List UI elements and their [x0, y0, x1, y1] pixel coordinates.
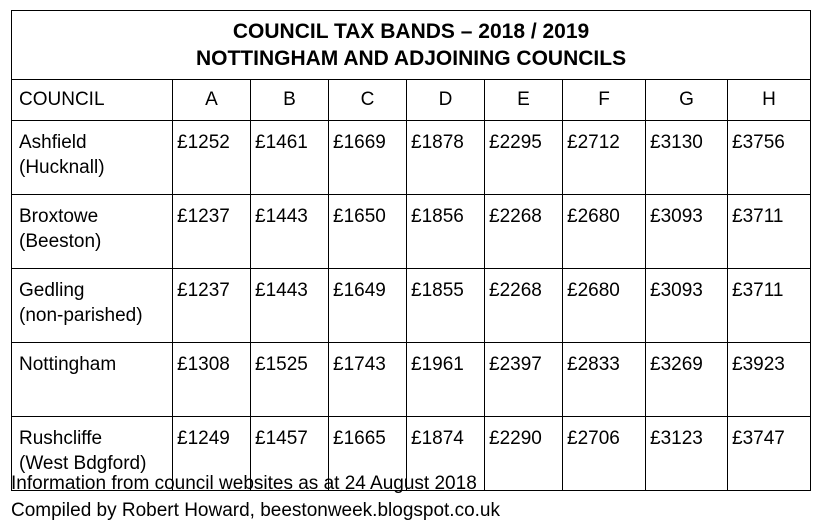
council-name — [12, 269, 173, 343]
band-value: £3756 — [728, 121, 811, 195]
band-value: £3923 — [728, 343, 811, 417]
band-value: £3093 — [646, 195, 728, 269]
band-value: £1669 — [329, 121, 407, 195]
band-value: £1665 — [329, 417, 407, 491]
council-name — [12, 195, 173, 269]
column-header-band-a: A — [173, 80, 251, 121]
column-header-band-g: G — [646, 80, 728, 121]
council-name-line-2: (non-parished) — [19, 305, 143, 326]
column-header-band-f: F — [563, 80, 646, 121]
band-value: £2397 — [485, 343, 563, 417]
column-header-band-e: E — [485, 80, 563, 121]
band-value: £2268 — [485, 269, 563, 343]
table-row-broxtowe — [12, 195, 811, 269]
band-value: £1249 — [173, 417, 251, 491]
band-value: £3747 — [728, 417, 811, 491]
band-value: £2295 — [485, 121, 563, 195]
band-value: £1855 — [407, 269, 485, 343]
band-value: £2268 — [485, 195, 563, 269]
compiler-credit: Compiled by Robert Howard, beestonweek.blogspot.co.uk — [11, 500, 500, 521]
band-value: £2680 — [563, 269, 646, 343]
band-value: £3130 — [646, 121, 728, 195]
council-name-line-1: Rushcliffe — [19, 428, 103, 449]
band-value: £2706 — [563, 417, 646, 491]
band-value: £2833 — [563, 343, 646, 417]
band-value: £2680 — [563, 195, 646, 269]
band-value: £3093 — [646, 269, 728, 343]
table-row-ashfield — [12, 121, 811, 195]
source-note: Information from council websites as at 24 August 2018 — [11, 473, 477, 494]
header-row — [12, 80, 811, 121]
column-header-council: COUNCIL — [12, 80, 173, 121]
council-name-line-1: Ashfield — [19, 132, 87, 153]
band-value: £1443 — [251, 195, 329, 269]
band-value: £1237 — [173, 195, 251, 269]
council-name-line-1: Gedling — [19, 280, 85, 301]
band-value: £3269 — [646, 343, 728, 417]
band-value: £2712 — [563, 121, 646, 195]
column-header-band-h: H — [728, 80, 811, 121]
band-value: £1252 — [173, 121, 251, 195]
council-name-line-2: (West Bdgford) — [19, 453, 147, 474]
footer-notes — [11, 470, 500, 524]
column-header-band-b: B — [251, 80, 329, 121]
band-value: £1649 — [329, 269, 407, 343]
band-value: £1525 — [251, 343, 329, 417]
band-value: £1461 — [251, 121, 329, 195]
council-name-line-1: Nottingham — [19, 354, 117, 375]
band-value: £3123 — [646, 417, 728, 491]
band-value: £1856 — [407, 195, 485, 269]
council-name-line-2: (Hucknall) — [19, 157, 105, 178]
band-value: £1457 — [251, 417, 329, 491]
column-header-band-d: D — [407, 80, 485, 121]
band-value: £2290 — [485, 417, 563, 491]
band-value: £1308 — [173, 343, 251, 417]
title-line-2: NOTTINGHAM AND ADJOINING COUNCILS — [195, 47, 627, 70]
council-name-line-2: (Beeston) — [19, 231, 102, 252]
band-value: £1650 — [329, 195, 407, 269]
band-value: £1961 — [407, 343, 485, 417]
table-row-nottingham — [12, 343, 811, 417]
band-value: £3711 — [728, 269, 811, 343]
band-value: £1443 — [251, 269, 329, 343]
band-value: £1878 — [407, 121, 485, 195]
council-name — [12, 121, 173, 195]
band-value: £1743 — [329, 343, 407, 417]
council-tax-table — [11, 10, 811, 491]
band-value: £1237 — [173, 269, 251, 343]
table-row-gedling — [12, 269, 811, 343]
band-value: £1874 — [407, 417, 485, 491]
council-name — [12, 343, 173, 417]
title-row — [12, 11, 811, 80]
band-value: £3711 — [728, 195, 811, 269]
table-title — [12, 11, 811, 80]
column-header-band-c: C — [329, 80, 407, 121]
title-line-1: COUNCIL TAX BANDS – 2018 / 2019 — [232, 20, 590, 43]
council-name-line-1: Broxtowe — [19, 206, 99, 227]
